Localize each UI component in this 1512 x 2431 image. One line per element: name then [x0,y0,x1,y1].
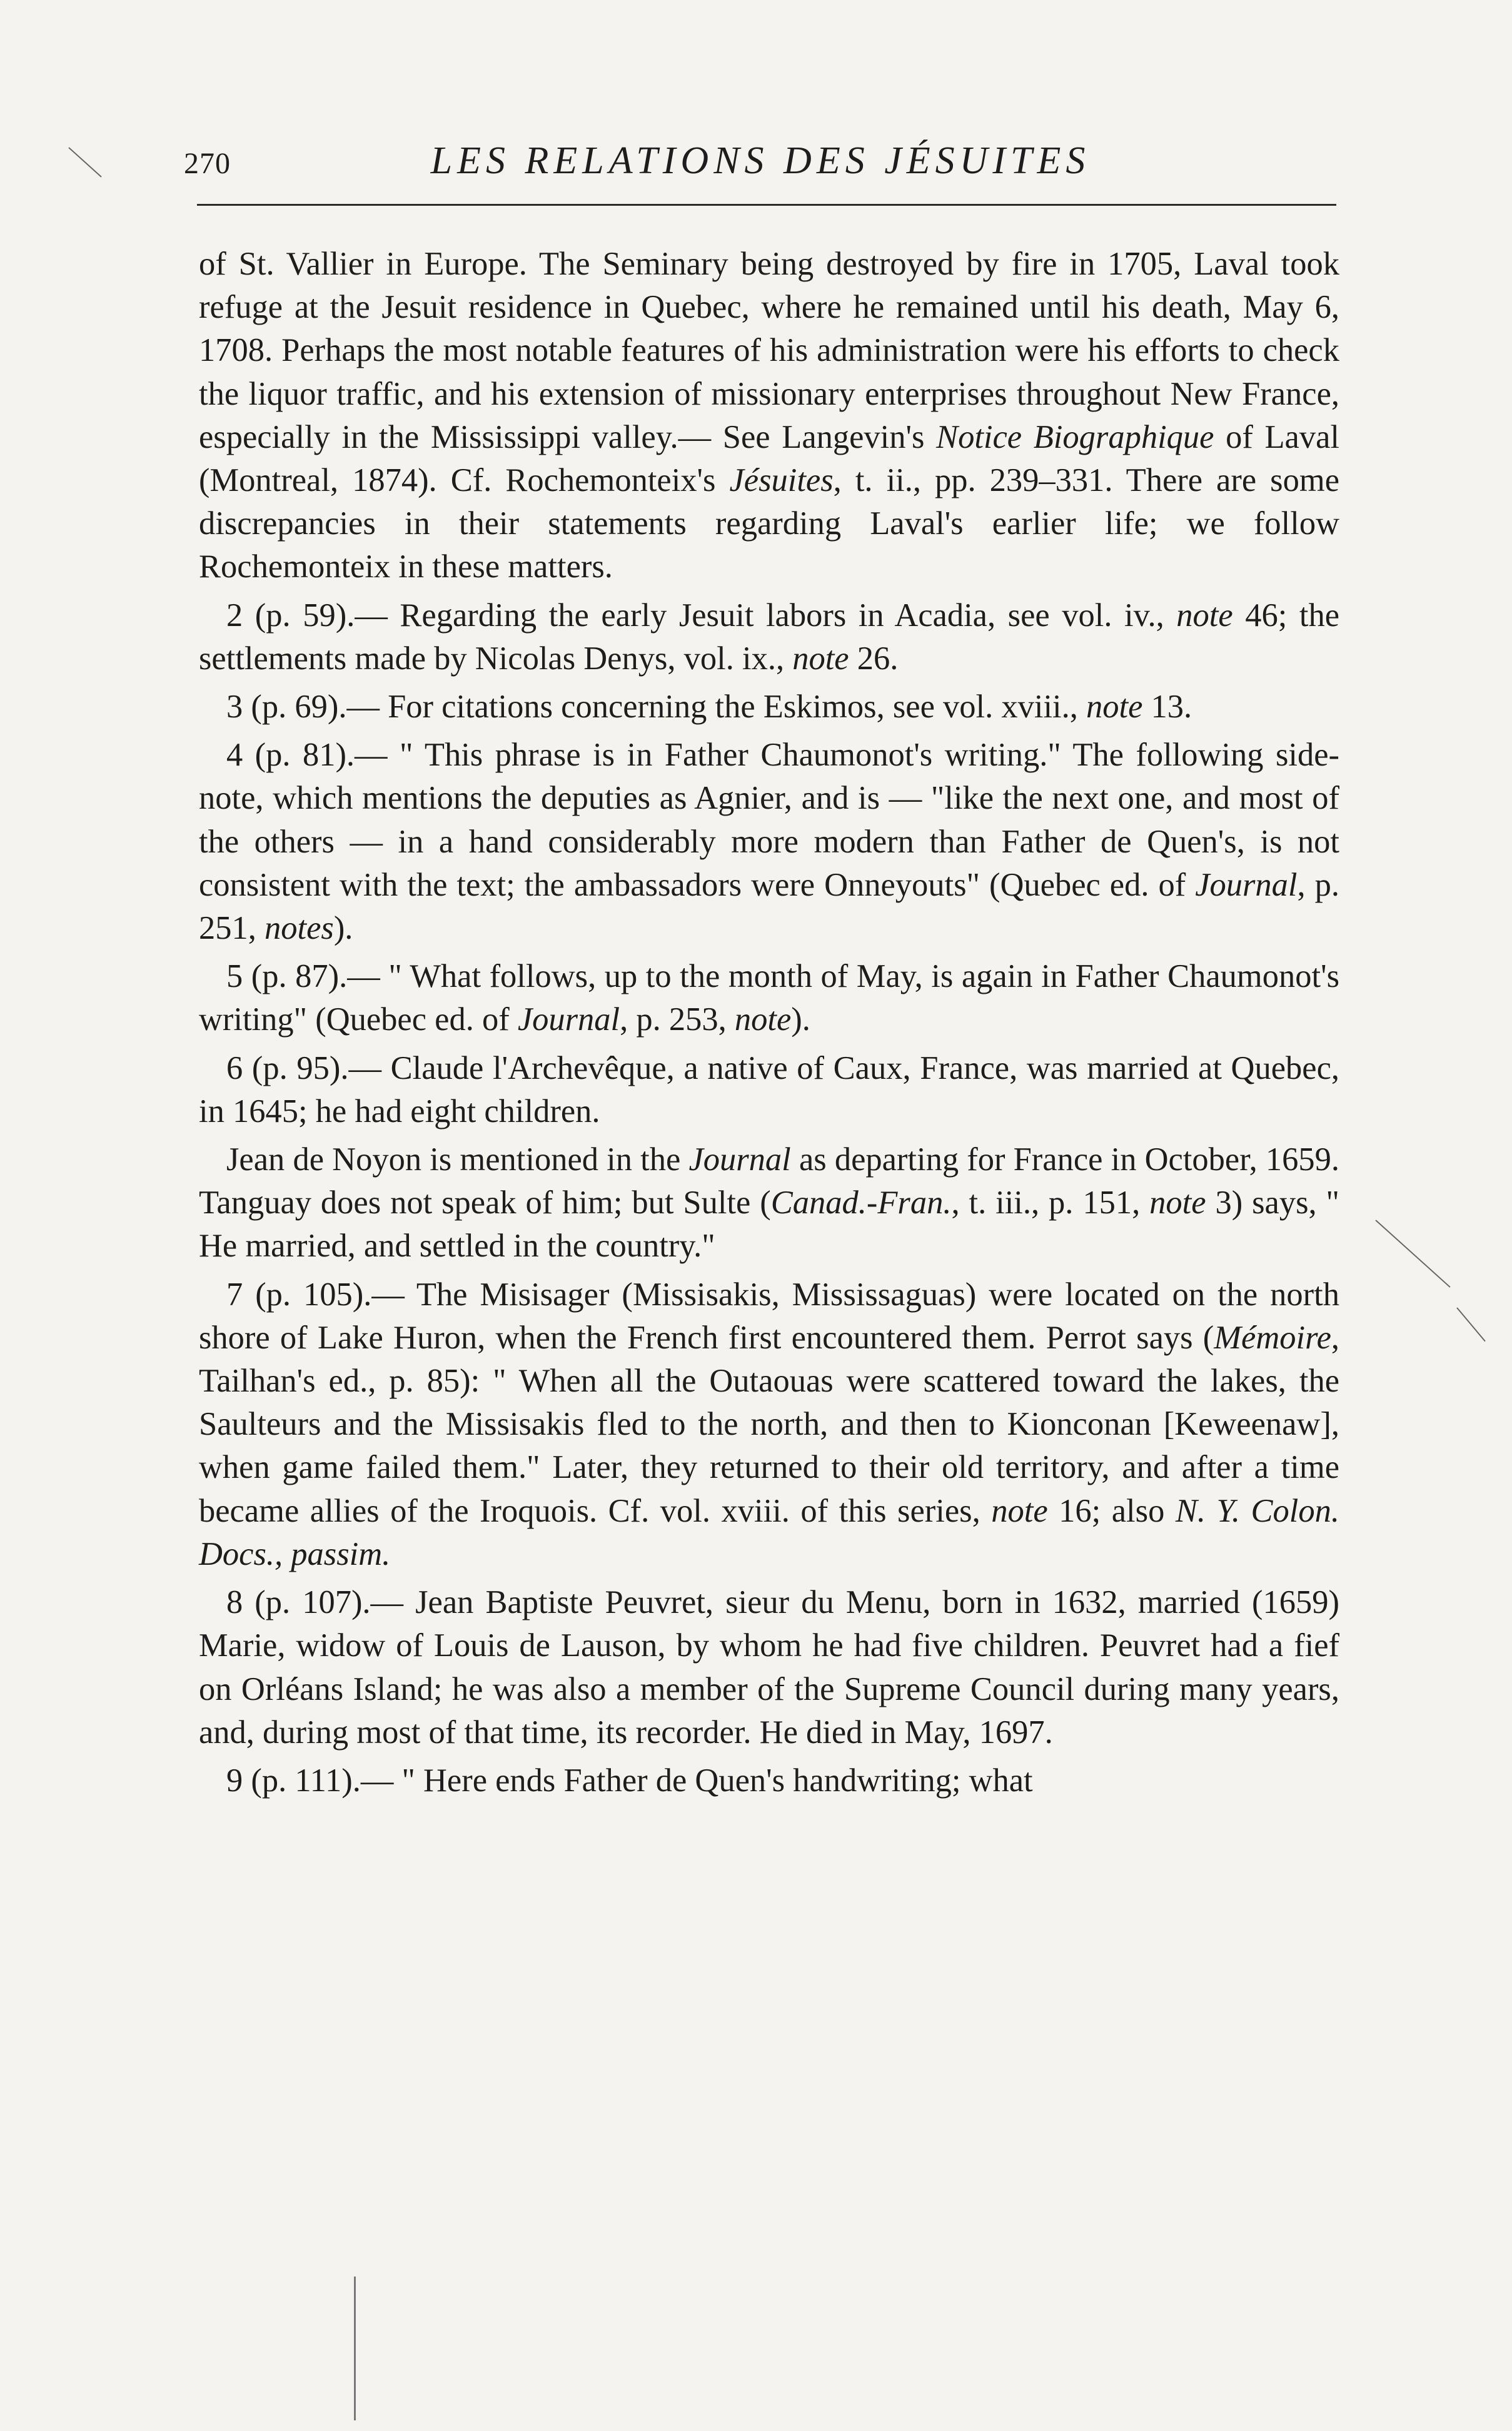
note-2: 2 (p. 59).— Regarding the early Jesuit labors in Acadia, see vol. iv., note 46; the settlements made by Nicolas Denys, vol. ix., note 26. [199,597,1339,677]
note-5: 5 (p. 87).— " What follows, up to the month of May, is again in Father Chaumonot's writing" (Quebec ed. of Journal, p. 253, note). [199,958,1339,1038]
page-number: 270 [184,147,231,180]
note-3: 3 (p. 69).— For citations concerning the Eskimos, see vol. xviii., note 13. [226,689,1192,725]
page-header [181,139,1339,189]
scan-mark-right [1375,1220,1450,1288]
notes-body [199,243,1339,1807]
note-6: 6 (p. 95).— Claude l'Archevêque, a native of Caux, France, was married at Quebec, in 1645; he had eight children. [199,1049,1339,1130]
scan-mark-top-left [68,147,101,177]
note-8: 8 (p. 107).— Jean Baptiste Peuvret, sieur du Menu, born in 1632, married (1659) Marie, widow of Louis de Lauson, by whom he had five children. Peuvret had a fief on Orléans Island; he was also a member of the Supreme Council during many years, and, during most of that time, its recorder. He died in May, 1697. [199,1584,1339,1751]
header-rule [197,204,1336,206]
scan-mark-bottom [354,2277,356,2420]
scan-mark-right-lower [1456,1307,1486,1342]
running-head: LES RELATIONS DES JÉSUITES [430,139,1091,182]
note-9: 9 (p. 111).— " Here ends Father de Quen's handwriting; what [226,1762,1033,1799]
note-1-continuation: of St. Vallier in Europe. The Seminary being destroyed by fire in 1705, Laval took refuge at the Jesuit residence in Quebec, where he remained until his death, May 6, 1708. Perhaps the most notable features of his administration were his efforts to check the liquor traffic, and his extension of missionary enterprises throughout New France, especially in the Mississippi valley.— See Langevin's Notice Biographique of Laval (Montreal, 1874). Cf. Rochemonteix's Jésuites, t. ii., pp. 239–331. There are some discrepancies in their statements regarding Laval's earlier life; we follow Rochemonteix in these matters. [199,246,1339,585]
note-7: 7 (p. 105).— The Misisager (Missisakis, Mississaguas) were located on the north shore of Lake Huron, when the French first encountered them. Perrot says (Mémoire, Tailhan's ed., p. 85): " When all the Outaouas were scattered toward the lakes, the Saulteurs and the Missisakis fled to the north, and then to Kionconan [Keweenaw], when game failed them." Later, they returned to their old territory, and after a time became allies of the Iroquois. Cf. vol. xviii. of this series, note 16; also N. Y. Colon. Docs., passim. [199,1276,1340,1572]
note-4: 4 (p. 81).— " This phrase is in Father Chaumonot's writing." The following side-note, which mentions the deputies as Agnier, and is — "like the next one, and most of the others — in a hand considerably more modern than Father de Quen's, is not consistent with the text; the ambassadors were Onneyouts" (Quebec ed. of Journal, p. 251, notes). [199,737,1340,947]
note-6-paragraph-2: Jean de Noyon is mentioned in the Journal as departing for France in October, 1659. Tanguay does not speak of him; but Sulte (Canad.-Fran., t. iii., p. 151, note 3) says, " He married, and settled in the country." [199,1141,1339,1265]
